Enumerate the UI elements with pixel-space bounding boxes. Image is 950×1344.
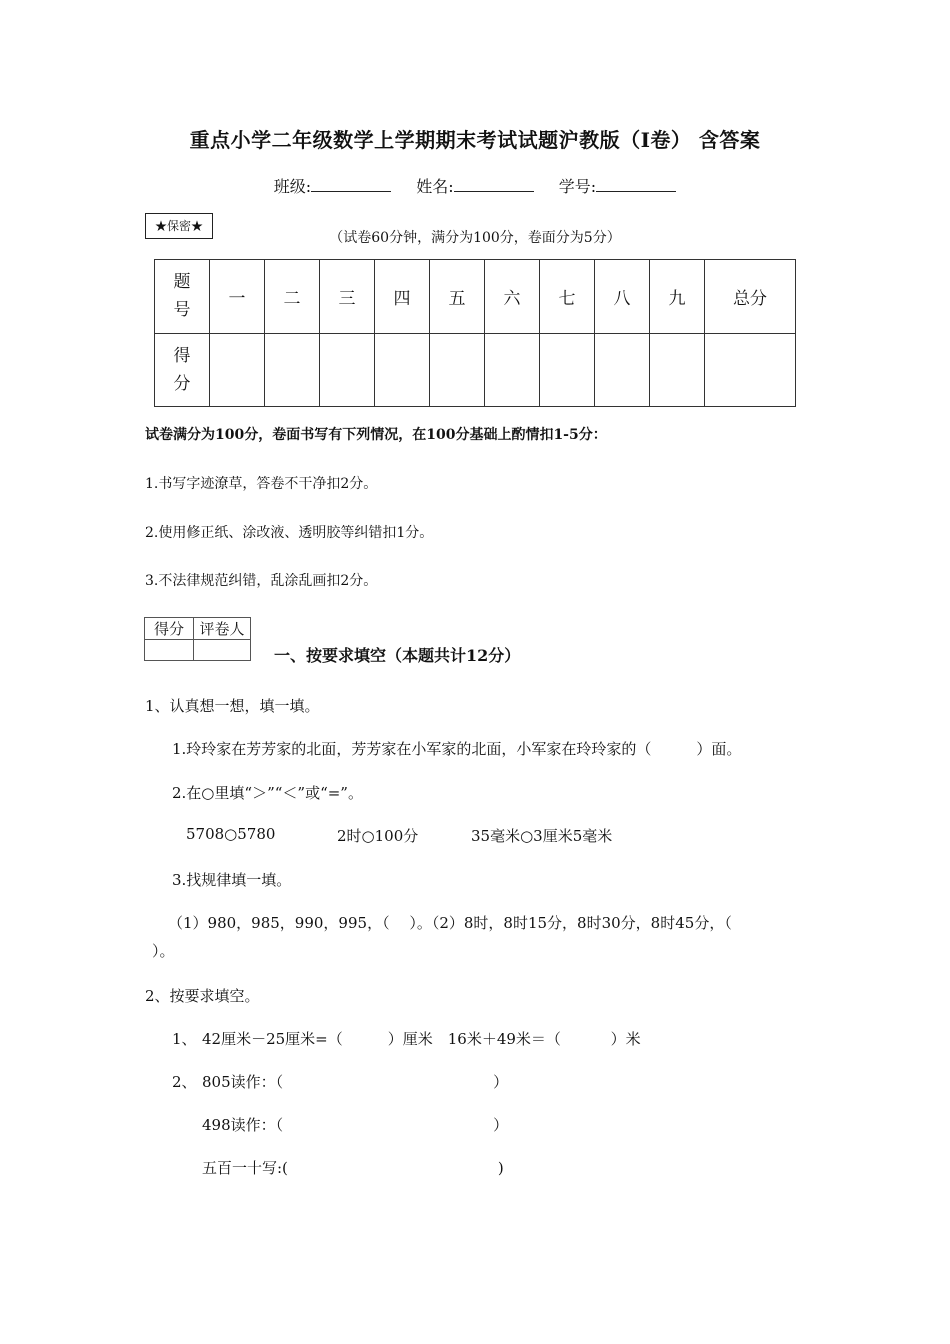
compare-item: 35毫米○3厘米5毫米 <box>471 827 613 845</box>
grader-score-cell[interactable] <box>145 640 194 661</box>
score-cell[interactable] <box>375 333 430 407</box>
name-label: 姓名: <box>416 177 454 196</box>
score-cell[interactable] <box>430 333 485 407</box>
score-cell[interactable] <box>265 333 320 407</box>
score-cell[interactable] <box>485 333 540 407</box>
column-header-total: 总分 <box>705 260 796 334</box>
q2-item1-number: 1、 <box>172 1030 197 1048</box>
q1-sub1: 1.玲玲家在芳芳家的北面，芳芳家在小军家的北面，小军家在玲玲家的（ ）面。 <box>172 740 742 758</box>
score-cell[interactable] <box>650 333 705 407</box>
secret-badge: ★保密★ <box>145 213 213 239</box>
page-title: 重点小学二年级数学上学期期末考试试题沪教版（I卷） 含答案 <box>189 128 761 152</box>
q2-stem: 2、按要求填空。 <box>145 987 260 1005</box>
section1-title: 一、按要求填空（本题共计12分） <box>274 646 521 665</box>
score-cell-total[interactable] <box>705 333 796 407</box>
score-cell[interactable] <box>595 333 650 407</box>
column-header: 一 <box>210 260 265 334</box>
score-cell[interactable] <box>320 333 375 407</box>
score-table-score-row <box>155 333 796 407</box>
q2-item2-number: 2、 <box>172 1073 197 1091</box>
column-header: 六 <box>485 260 540 334</box>
pattern-line1: （1）980，985，990，995，（ ）。（2）8时，8时15分，8时30分，8时45分，（ <box>168 914 732 932</box>
pattern-line2: ）。 <box>152 942 175 960</box>
column-header: 三 <box>320 260 375 334</box>
column-header: 二 <box>265 260 320 334</box>
compare-item: 5708○5780 <box>186 825 276 843</box>
score-table-header-row <box>155 260 796 334</box>
compare-item: 2时○100分 <box>337 827 419 845</box>
q2-item1: 42厘米－25厘米=（ ）厘米 16米＋49米＝（ ）米 <box>202 1030 641 1048</box>
q2-read2: 498读作：（ ） <box>202 1116 509 1134</box>
column-header: 四 <box>375 260 430 334</box>
score-cell[interactable] <box>540 333 595 407</box>
grader-reviewer-label: 评卷人 <box>194 618 251 640</box>
grader-box <box>144 617 251 661</box>
student-info-line <box>0 174 950 197</box>
rule-item: 2.使用修正纸、涂改液、透明胶等纠错扣1分。 <box>145 525 434 541</box>
number-label: 学号: <box>558 177 597 196</box>
question-number-label: 题 号 <box>155 260 210 334</box>
column-header: 五 <box>430 260 485 334</box>
name-blank[interactable] <box>454 177 534 192</box>
q2-write1: 五百一十写:( ) <box>202 1159 504 1177</box>
rule-item: 3.不法律规范纠错，乱涂乱画扣2分。 <box>145 573 378 589</box>
class-label: 班级: <box>273 177 312 196</box>
column-header: 八 <box>595 260 650 334</box>
grader-reviewer-cell[interactable] <box>194 640 251 661</box>
number-blank[interactable] <box>596 177 676 192</box>
rule-item: 1.书写字迹潦草，答卷不干净扣2分。 <box>145 476 378 492</box>
score-table <box>154 259 796 407</box>
q2-read1: 805读作：（ ） <box>202 1073 509 1091</box>
q1-sub2: 2.在○里填“＞”“＜”或“=”。 <box>172 784 363 802</box>
exam-note: （试卷60分钟，满分为100分，卷面分为5分） <box>329 230 621 246</box>
rules-heading: 试卷满分为100分，卷面书写有下列情况，在100分基础上酌情扣1-5分： <box>145 427 607 443</box>
score-cell[interactable] <box>210 333 265 407</box>
column-header: 九 <box>650 260 705 334</box>
score-label: 得 分 <box>155 333 210 407</box>
column-header: 七 <box>540 260 595 334</box>
q1-stem: 1、认真想一想，填一填。 <box>145 697 320 715</box>
q1-sub3: 3.找规律填一填。 <box>172 871 292 889</box>
grader-score-label: 得分 <box>145 618 194 640</box>
class-blank[interactable] <box>311 177 391 192</box>
